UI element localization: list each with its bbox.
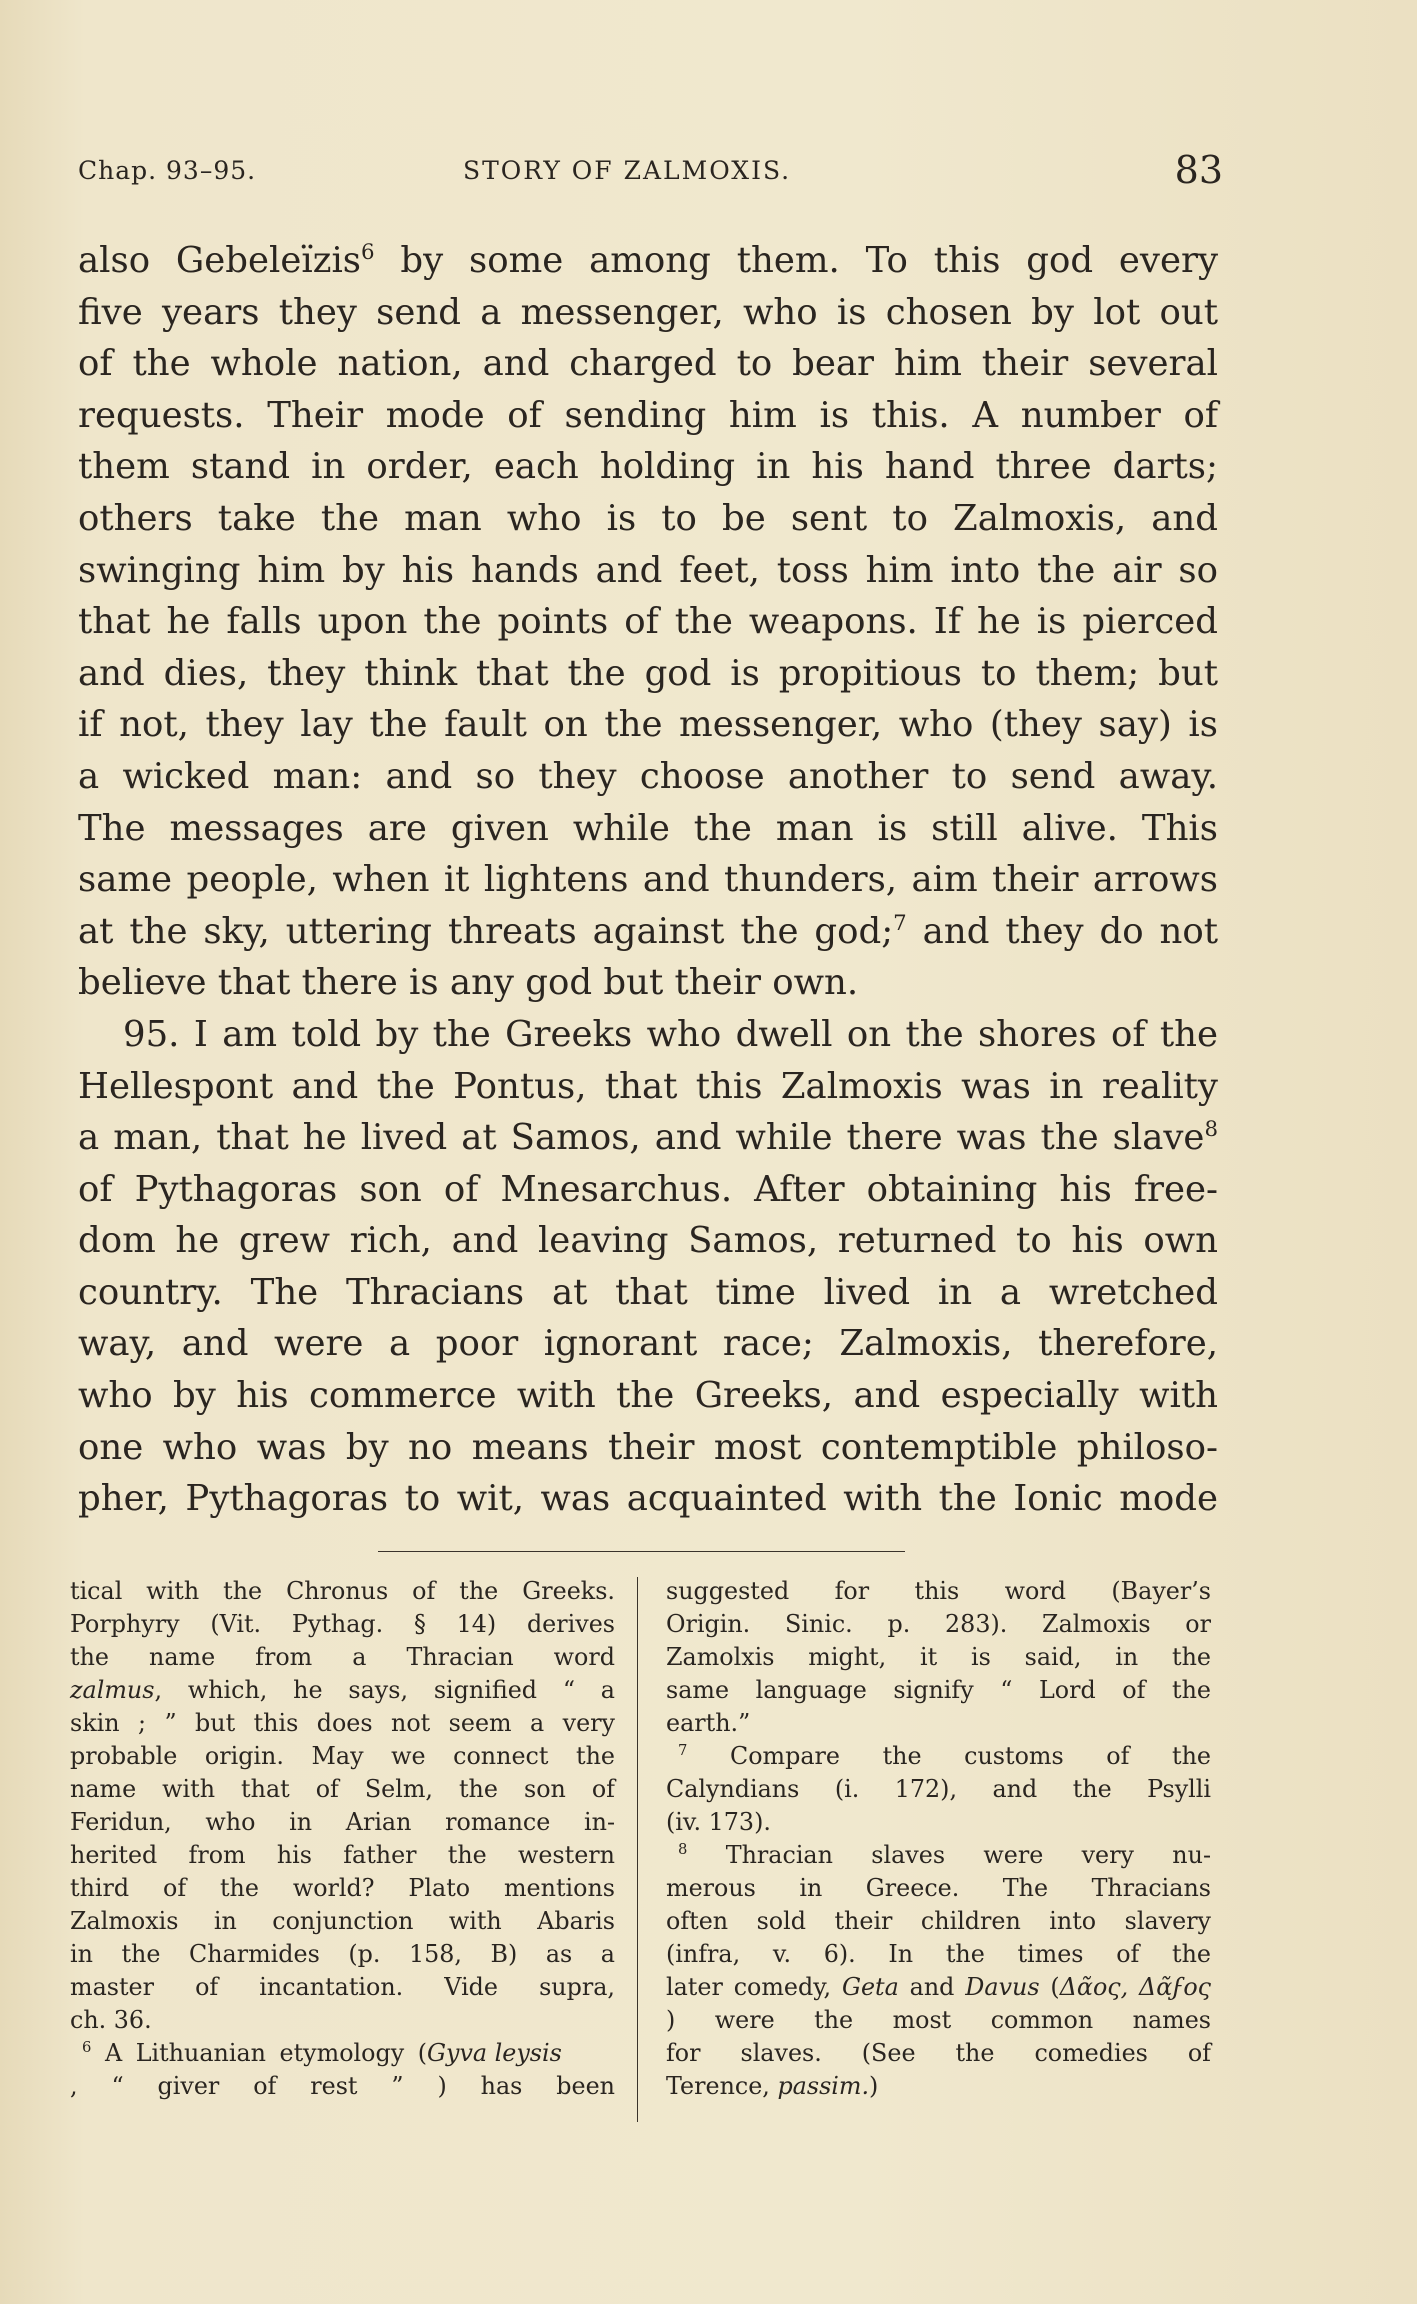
text-line: five years they send a messenger, who is chosen by lot out: [78, 291, 1218, 333]
text-line: pher, Pythagoras to wit, was acquainted with the Ionic mode: [78, 1478, 1218, 1520]
text-line: who by his commerce with the Greeks, and especially with: [78, 1375, 1218, 1417]
text-line: a man, that he lived at Samos, and while there was the slave$^8$: [78, 1117, 1218, 1159]
text-line: Hellespont and the Pontus, that this Zalmoxis was in reality: [78, 1065, 1218, 1107]
footnote-line: suggested for this word (Bayer’s: [666, 1577, 1211, 1605]
footnote-line: the name from a Thracian word: [70, 1643, 615, 1671]
footnote-separator: [378, 1551, 905, 1552]
footnote-line: merous in Greece. The Thracians: [666, 1874, 1211, 1902]
text-line: requests. Their mode of sending him is this. A number of: [78, 394, 1218, 436]
footnote-line: probable origin. May we connect the: [70, 1742, 615, 1770]
text-line: that he falls upon the points of the weapons. If he is pierced: [78, 601, 1218, 643]
footnote-line: master of incantation. Vide supra,: [70, 1973, 615, 2001]
text-line: others take the man who is to be sent to Zalmoxis, and: [78, 497, 1218, 539]
footnote-line: later comedy, Geta and Davus (Δᾶος, Δᾶϝος: [666, 1973, 1211, 2001]
text-line: a wicked man: and so they choose another to send away.: [78, 755, 1218, 797]
footnote-marker: 7: [893, 910, 907, 936]
text-line: swinging him by his hands and feet, toss him into the air so: [78, 549, 1218, 591]
running-title: STORY OF ZALMOXIS.: [463, 156, 792, 185]
footnote-line: , “ giver of rest ” ) has been: [70, 2072, 615, 2100]
footnote-line: $^6$ A Lithuanian etymology (Gyva leysis: [82, 2039, 562, 2067]
text-line: same people, when it lightens and thunders, aim their arrows: [78, 859, 1218, 901]
text-line: if not, they lay the fault on the messenger, who (they say) is: [78, 704, 1218, 746]
footnote-line: third of the world? Plato mentions: [70, 1874, 615, 1902]
footnote-line: zalmus, which, he says, signified “ a: [70, 1676, 615, 1704]
footnote-line: Zamolxis might, it is said, in the: [666, 1643, 1211, 1671]
footnote-line: for slaves. (See the comedies of: [666, 2039, 1211, 2067]
text-line: way, and were a poor ignorant race; Zalmoxis, therefore,: [78, 1323, 1218, 1365]
text-line: one who was by no means their most contemptible philoso-: [78, 1426, 1218, 1468]
footnote-number: 8: [678, 1841, 688, 1859]
text-line: The messages are given while the man is still alive. This: [78, 807, 1218, 849]
footnote-line: (infra, v. 6). In the times of the: [666, 1940, 1211, 1968]
text-line: [78, 1009, 1218, 1061]
footnote-line: Origin. Sinic. p. 283). Zalmoxis or: [666, 1610, 1211, 1638]
footnote-line: $^7$ Compare the customs of the: [678, 1742, 1211, 1770]
footnote-line: Calyndians (i. 172), and the Psylli: [666, 1775, 1211, 1803]
text-line: them stand in order, each holding in his hand three darts;: [78, 446, 1218, 488]
text-line: dom he grew rich, and leaving Samos, returned to his own: [78, 1220, 1218, 1262]
main-text: [78, 235, 1218, 1525]
footnote-line: Terence, passim.): [666, 2072, 879, 2100]
text-line: at the sky, uttering threats against the god;$^7$ and they do not: [78, 910, 1218, 952]
footnote-marker: 6: [361, 240, 375, 266]
footnote-line: skin ; ” but this does not seem a very: [70, 1709, 615, 1737]
text-line: and dies, they think that the god is propitious to them; but: [78, 652, 1218, 694]
running-header: [78, 150, 1223, 200]
column-divider: [637, 1577, 638, 2122]
footnote-line: Feridun, who in Arian romance in-: [70, 1808, 615, 1836]
footnotes-left-column: [70, 1575, 615, 2103]
page-number: 83: [1174, 148, 1223, 192]
text-line: of Pythagoras son of Mnesarchus. After obtaining his free-: [78, 1168, 1218, 1210]
footnote-line: often sold their children into slavery: [666, 1907, 1211, 1935]
text-line: believe that there is any god but their own.: [78, 962, 859, 1004]
text-line: country. The Thracians at that time lived in a wretched: [78, 1271, 1218, 1313]
footnote-line: Porphyry (Vit. Pythag. § 14) derives: [70, 1610, 615, 1638]
footnote-line: same language signify “ Lord of the: [666, 1676, 1211, 1704]
footnote-marker: 8: [1204, 1117, 1218, 1143]
footnote-line: earth.”: [666, 1709, 751, 1737]
text-line: also Gebeleïzis$^6$ by some among them. To this god every: [78, 240, 1218, 281]
footnotes-right-column: [666, 1575, 1211, 2103]
footnote-line: ) were the most common names: [666, 2006, 1211, 2034]
footnote-line: name with that of Selm, the son of: [70, 1775, 615, 1803]
footnote-number: 7: [678, 1742, 688, 1760]
chapter-reference: Chap. 93–95.: [78, 156, 257, 185]
footnote-line: Zalmoxis in conjunction with Abaris: [70, 1907, 615, 1935]
footnote-line: ch. 36.: [70, 2006, 152, 2034]
text-line: of the whole nation, and charged to bear him their several: [78, 343, 1218, 385]
section-number-line: 95. I am told by the Greeks who dwell on the shores of the: [123, 1013, 1218, 1055]
footnote-line: herited from his father the western: [70, 1841, 615, 1869]
footnote-line: (iv. 173).: [666, 1808, 771, 1836]
footnote-number: 6: [82, 2039, 92, 2057]
footnote-line: tical with the Chronus of the Greeks.: [70, 1577, 615, 1605]
footnote-line: in the Charmides (p. 158, B) as a: [70, 1940, 615, 1968]
footnote-line: $^8$ Thracian slaves were very nu-: [678, 1841, 1211, 1869]
